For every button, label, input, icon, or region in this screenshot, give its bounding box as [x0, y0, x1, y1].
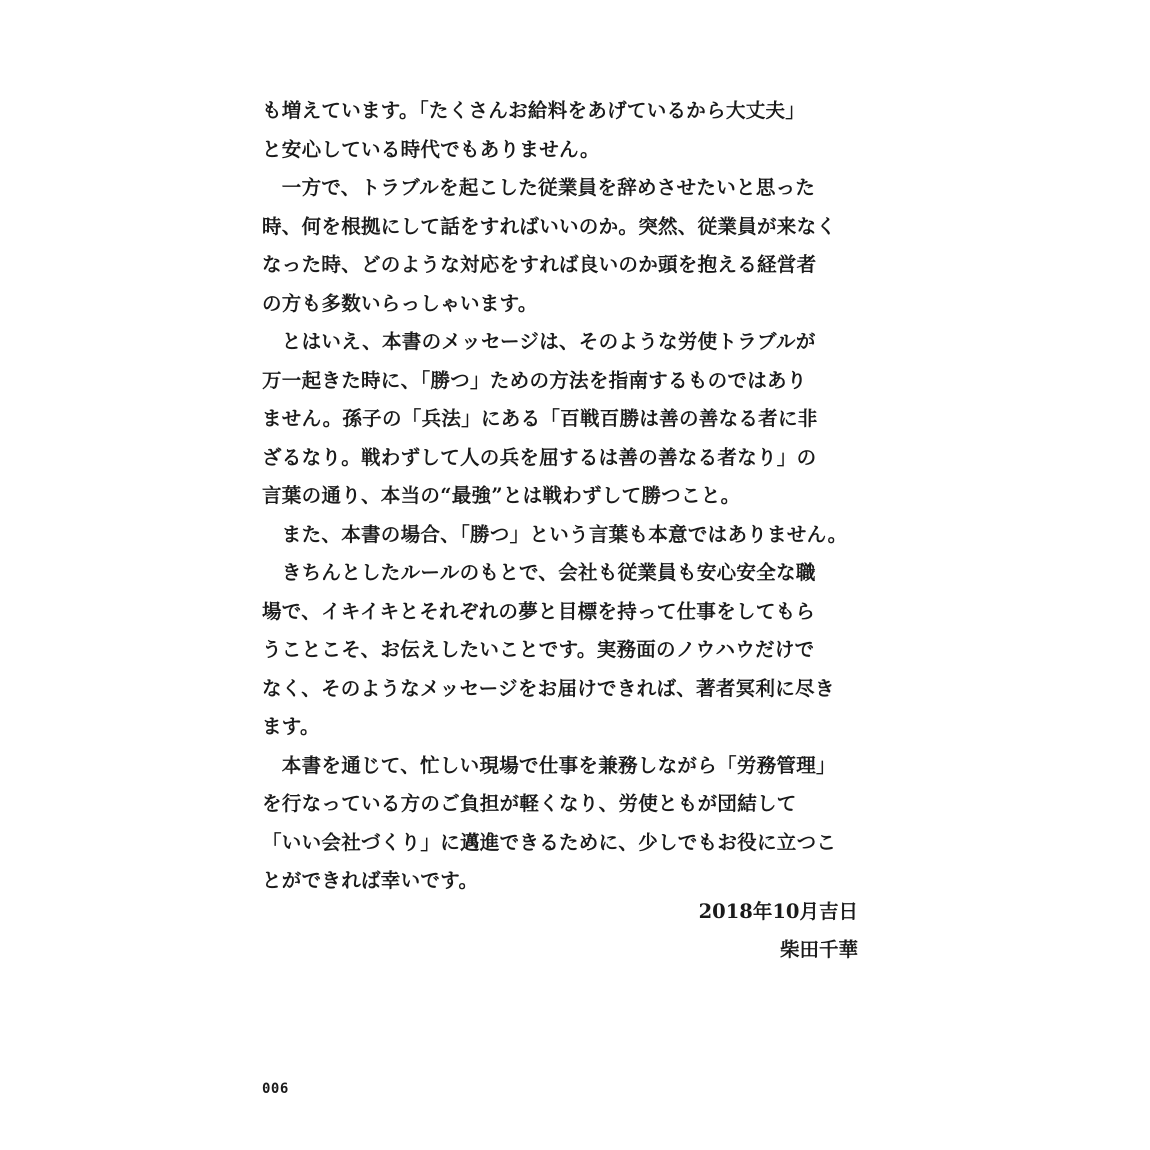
text-line: ざるなり。戦わずして人の兵を屈するは善の善なる者なり」の [262, 445, 817, 469]
text-line: 「いい会社づくり」に邁進できるために、少しでもお役に立つこ [262, 830, 837, 854]
text-line: の方も多数いらっしゃいます。 [262, 291, 538, 315]
body-text [262, 92, 862, 901]
signature-block [699, 893, 858, 969]
text-line: ません。孫子の「兵法」にある「百戦百勝は善の善なる者に非 [262, 407, 818, 430]
text-line: 本書を通じて、忙しい現場で仕事を兼務しながら「労務管理」 [262, 753, 836, 777]
text-line: 一方で、トラブルを起こした従業員を辞めさせたいと思った [262, 176, 816, 199]
text-line: なく、そのようなメッセージをお届けできれば、著者冥利に尽き [262, 676, 835, 700]
text-line: 時、何を根拠にして話をすればいいのか。突然、従業員が来なく [262, 214, 837, 238]
text-line: ます。 [262, 715, 320, 738]
text-line: とができれば幸いです。 [262, 869, 479, 892]
text-line: とはいえ、本書のメッセージは、そのような労使トラブルが [262, 330, 816, 353]
text-line: うことこそ、お伝えしたいことです。実務面のノウハウだけで [262, 638, 815, 661]
signature-author: 柴田千華 [779, 938, 858, 961]
text-line: なった時、どのような対応をすれば良いのか頭を抱える経営者 [262, 253, 817, 276]
text-line: を行なっている方のご負担が軽くなり、労使ともが団結して [262, 792, 797, 815]
text-line: きちんとしたルールのもとで、会社も従業員も安心安全な職 [262, 561, 816, 584]
text-line: 場で、イキイキとそれぞれの夢と目標を持って仕事をしてもら [262, 599, 816, 623]
signature-date: 2018年10月吉日 [698, 900, 858, 923]
text-line: と安心している時代でもありません。 [262, 137, 600, 161]
text-line: も増えています。「たくさんお給料をあげているから大丈夫」 [262, 99, 806, 122]
text-line: 万一起きた時に、「勝つ」ための方法を指南するものではあり [262, 368, 807, 392]
page-number: 006 [262, 1081, 289, 1097]
text-line: 言葉の通り、本当の“最強”とは戦わずして勝つこと。 [262, 484, 741, 507]
text-line: また、本書の場合、「勝つ」という言葉も本意ではありません。 [262, 522, 848, 546]
